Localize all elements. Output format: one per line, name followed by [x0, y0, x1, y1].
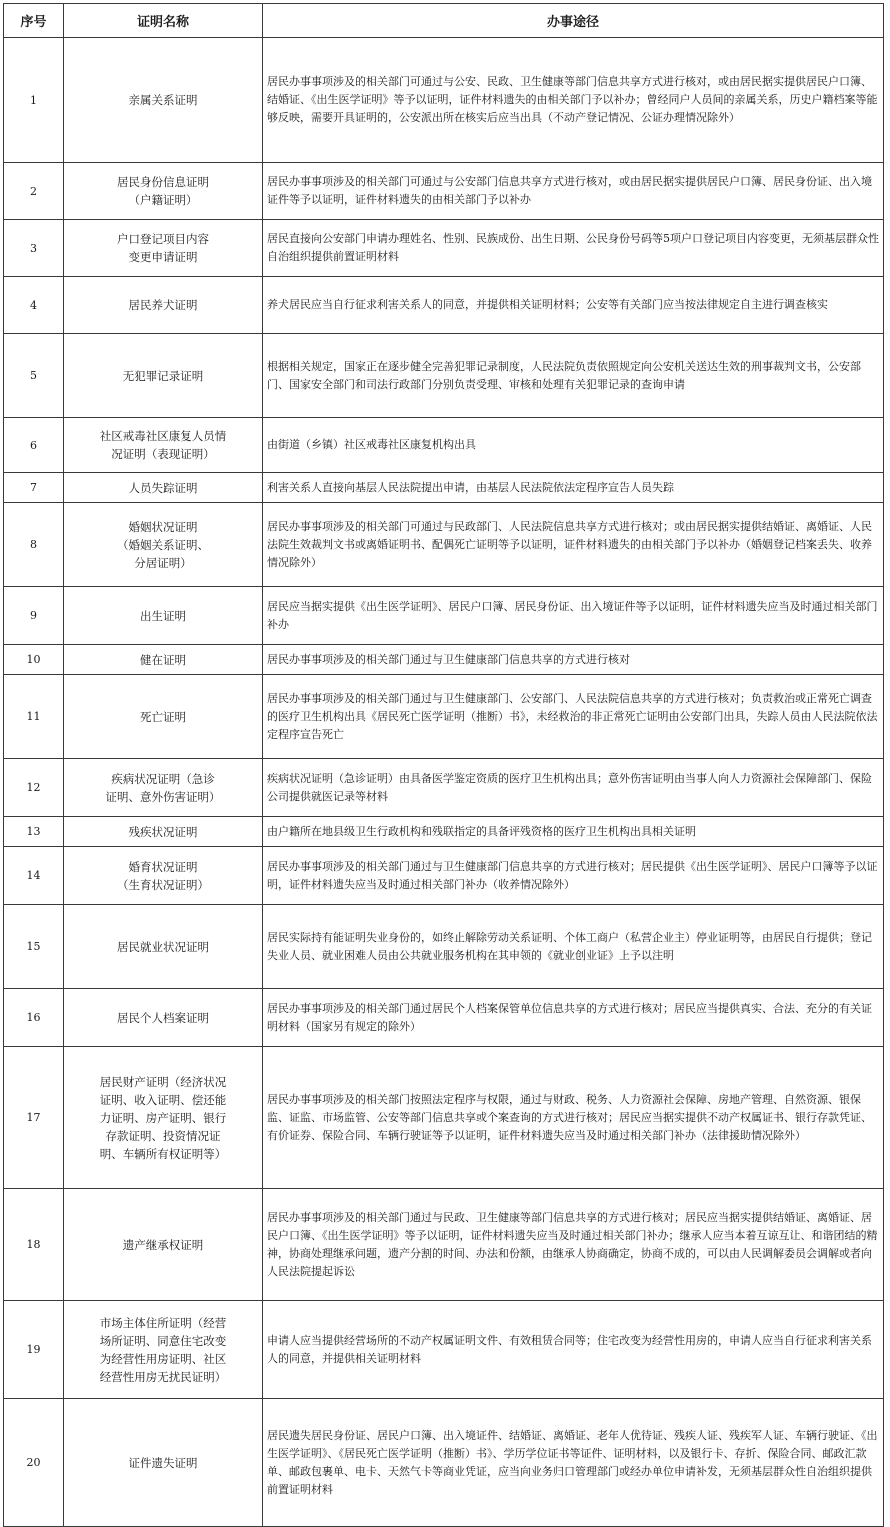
certificate-name-line: 残疾状况证明: [128, 824, 198, 839]
certificate-name-cell: [64, 1301, 263, 1399]
table-row: [4, 334, 884, 418]
certificate-name-line: 居民养犬证明: [128, 298, 198, 312]
table-row: [4, 989, 884, 1047]
table-row: [4, 587, 884, 645]
certificate-name-cell: [64, 38, 263, 163]
certificate-name-line: 健在证明: [140, 652, 186, 667]
certificate-name-line: 亲属关系证明: [128, 93, 198, 107]
certificate-name-cell: [64, 1047, 263, 1189]
certificate-name-line: 疾病状况证明（急诊: [111, 771, 215, 786]
handling-route-cell: 居民办事事项涉及的相关部门通过与卫生健康部门信息共享的方式进行核对: [263, 645, 884, 675]
header-handling-route: 办事途径: [263, 4, 884, 38]
handling-route-cell: 根据相关规定，国家正在逐步健全完善犯罪记录制度，人民法院负责依照规定向公安机关送达生效的刑事裁判文书，公安部门、国家安全部门和司法行政部门分别负责受理、审核和处理有关犯罪记录的查询申请: [263, 334, 884, 418]
handling-route-cell: 居民直接向公安部门申请办理姓名、性别、民族成份、出生日期、公民身份号码等5项户口登记项目内容变更，无须基层群众性自治组织提供前置证明材料: [263, 220, 884, 277]
certificate-name-line: 居民身份信息证明: [117, 175, 209, 189]
table-row: [4, 473, 884, 503]
certificate-name-line: 变更申请证明: [128, 250, 198, 264]
handling-route-cell: 由街道（乡镇）社区戒毒社区康复机构出具: [263, 418, 884, 473]
certificate-name-cell: [64, 503, 263, 587]
handling-route-cell: 居民办事事项涉及的相关部门通过与民政、卫生健康等部门信息共享的方式进行核对；居民应当据实提供结婚证、离婚证、居民户口簿、《出生医学证明》等予以证明，证件材料遗失应当及时通过相关部门补办；继承人应当本着互谅互让、和谐团结的精神，协商处理继承问题，遗产分割的时间、办法和份额，由继承人协商确定，协商不成的，可以由人民调解委员会调解或者向人民法院提起诉讼: [263, 1189, 884, 1301]
table-row: [4, 418, 884, 473]
certificate-name-line: 婚育状况证明: [128, 859, 198, 874]
certificate-name-cell: [64, 587, 263, 645]
table-row: [4, 817, 884, 847]
serial-number-cell: 1: [4, 38, 64, 163]
handling-route-cell: 由户籍所在地县级卫生行政机构和残联指定的具备评残资格的医疗卫生机构出具相关证明: [263, 817, 884, 847]
serial-number-cell: 5: [4, 334, 64, 418]
certificate-name-cell: [64, 847, 263, 905]
certificate-name-cell: [64, 1189, 263, 1301]
certificate-name-cell: [64, 277, 263, 334]
certificate-name-line: 居民就业状况证明: [117, 939, 209, 954]
serial-number-cell: 20: [4, 1399, 64, 1527]
handling-route-cell: 居民办事事项涉及的相关部门通过与卫生健康部门信息共享的方式进行核对；居民提供《出生医学证明》、居民户口簿等予以证明，证件材料遗失应当及时通过相关部门补办（收养情况除外）: [263, 847, 884, 905]
handling-route-cell: 申请人应当提供经营场所的不动产权属证明文件、有效租赁合同等；住宅改变为经营性用房的，申请人应当自行征求利害关系人的同意，并提供相关证明材料: [263, 1301, 884, 1399]
certificate-name-cell: [64, 220, 263, 277]
handling-route-cell: 养犬居民应当自行征求利害关系人的同意，并提供相关证明材料；公安等有关部门应当按法律规定自主进行调查核实: [263, 277, 884, 334]
table-row: [4, 163, 884, 220]
handling-route-cell: 居民实际持有能证明失业身份的，如终止解除劳动关系证明、个体工商户（私营企业主）停业证明等，由居民自行提供；登记失业人员、就业困难人员由公共就业服务机构在其申领的《就业创业证》上予以注明: [263, 905, 884, 989]
certificate-name-cell: [64, 675, 263, 759]
certificate-name-line: 证明、收入证明、偿还能: [99, 1092, 227, 1107]
certificate-name-line: 遗产继承权证明: [122, 1237, 204, 1252]
table-row: [4, 277, 884, 334]
table-row: [4, 503, 884, 587]
certificate-name-line: 力证明、房产证明、银行: [99, 1110, 227, 1125]
certificate-name-line: 证件遗失证明: [128, 1455, 198, 1470]
certificate-name-line: 婚姻状况证明: [128, 519, 198, 534]
certificate-name-cell: [64, 759, 263, 817]
serial-number-cell: 19: [4, 1301, 64, 1399]
certificate-name-line: （生育状况证明）: [117, 877, 209, 892]
serial-number-cell: 2: [4, 163, 64, 220]
certificate-name-line: 况证明（表现证明）: [111, 447, 215, 461]
handling-route-cell: 居民遗失居民身份证、居民户口簿、出入境证件、结婚证、离婚证、老年人优待证、残疾人证、残疾军人证、车辆行驶证、《出生医学证明》、《居民死亡医学证明（推断）书》、学历学位证书等证件、证明材料，以及银行卡、存折、保险合同、邮政汇款单、邮政包裹单、电卡、天然气卡等商业凭证，应当向业务归口管理部门或经办单位申请补发，无须基层群众性自治组织提供前置证明材料: [263, 1399, 884, 1527]
table-row: [4, 645, 884, 675]
certificate-name-cell: [64, 163, 263, 220]
handling-route-cell: 居民应当据实提供《出生医学证明》、居民户口簿、居民身份证、出入境证件等予以证明，证件材料遗失应当及时通过相关部门补办: [263, 587, 884, 645]
certificate-name-line: 存款证明、投资情况证: [105, 1128, 221, 1143]
certificate-name-line: 明、车辆所有权证明等）: [99, 1146, 227, 1161]
handling-route-cell: 居民办事事项涉及的相关部门通过与卫生健康部门、公安部门、人民法院信息共享的方式进行核对；负责救治或正常死亡调查的医疗卫生机构出具《居民死亡医学证明（推断）书》，未经救治的非正常死亡证明由公安部门出具，失踪人员由人民法院依法定程序宣告死亡: [263, 675, 884, 759]
certificate-name-line: 居民财产证明（经济状况: [99, 1074, 227, 1089]
certificate-name-line: 市场主体住所证明（经营: [99, 1315, 227, 1330]
serial-number-cell: 9: [4, 587, 64, 645]
certificate-name-line: 人员失踪证明: [128, 480, 198, 495]
certificate-name-line: 证明、意外伤害证明）: [105, 789, 221, 804]
serial-number-cell: 10: [4, 645, 64, 675]
table-row: [4, 847, 884, 905]
certificate-name-line: 出生证明: [140, 608, 186, 623]
header-certificate-name: 证明名称: [64, 4, 263, 38]
serial-number-cell: 4: [4, 277, 64, 334]
handling-route-cell: 居民办事事项涉及的相关部门可通过与公安、民政、卫生健康等部门信息共享方式进行核对，或由居民据实提供居民户口簿、结婚证、《出生医学证明》等予以证明，证件材料遗失的由相关部门予以补办；曾经同户人员间的亲属关系，历史户籍档案等能够反映，需要开具证明的，公安派出所在核实后应当出具（不动产登记情况、公证办理情况除外）: [263, 38, 884, 163]
certificate-name-cell: [64, 817, 263, 847]
certificate-table: [3, 3, 884, 1527]
table-row: [4, 220, 884, 277]
certificate-name-line: 为经营性用房证明、社区: [99, 1351, 227, 1366]
certificate-name-line: 场所证明、同意住宅改变: [99, 1333, 227, 1348]
table-row: [4, 1047, 884, 1189]
certificate-name-cell: [64, 1399, 263, 1527]
certificate-name-cell: [64, 905, 263, 989]
certificate-name-line: 经营性用房无扰民证明）: [99, 1369, 227, 1384]
table-row: [4, 1399, 884, 1527]
serial-number-cell: 17: [4, 1047, 64, 1189]
handling-route-cell: 利害关系人直接向基层人民法院提出申请，由基层人民法院依法定程序宣告人员失踪: [263, 473, 884, 503]
table-header-row: [4, 4, 884, 38]
certificate-name-cell: [64, 334, 263, 418]
table-row: [4, 759, 884, 817]
serial-number-cell: 13: [4, 817, 64, 847]
handling-route-cell: 居民办事事项涉及的相关部门通过居民个人档案保管单位信息共享的方式进行核对；居民应当提供真实、合法、充分的有关证明材料（国家另有规定的除外）: [263, 989, 884, 1047]
certificate-name-cell: [64, 473, 263, 503]
serial-number-cell: 6: [4, 418, 64, 473]
handling-route-cell: 居民办事事项涉及的相关部门可通过与民政部门、人民法院信息共享方式进行核对；或由居民据实提供结婚证、离婚证、人民法院生效裁判文书或离婚证明书、配偶死亡证明等予以证明，证件材料遗失的由相关部门予以补办（婚姻登记档案丢失、收养情况除外）: [263, 503, 884, 587]
table-row: [4, 1301, 884, 1399]
serial-number-cell: 8: [4, 503, 64, 587]
certificate-name-cell: [64, 989, 263, 1047]
table-row: [4, 675, 884, 759]
header-serial-number: 序号: [4, 4, 64, 38]
serial-number-cell: 16: [4, 989, 64, 1047]
certificate-name-line: 社区戒毒社区康复人员情: [99, 429, 227, 443]
certificate-name-cell: [64, 418, 263, 473]
table-row: [4, 38, 884, 163]
certificate-name-line: （户籍证明）: [128, 193, 198, 207]
table-row: [4, 1189, 884, 1301]
certificate-name-line: （婚姻关系证明、: [117, 537, 209, 552]
certificate-name-line: 户口登记项目内容: [117, 232, 209, 246]
handling-route-cell: 居民办事事项涉及的相关部门按照法定程序与权限，通过与财政、税务、人力资源社会保障、房地产管理、自然资源、银保监、证监、市场监管、公安等部门信息共享或个案查询的方式进行核对；居民应当据实提供不动产权属证书、银行存款凭证、有价证券、保险合同、车辆行驶证等予以证明，证件材料遗失应当及时通过相关部门补办（法律援助情况除外）: [263, 1047, 884, 1189]
serial-number-cell: 11: [4, 675, 64, 759]
serial-number-cell: 15: [4, 905, 64, 989]
serial-number-cell: 14: [4, 847, 64, 905]
certificate-name-line: 无犯罪记录证明: [122, 368, 204, 383]
table-row: [4, 905, 884, 989]
serial-number-cell: 3: [4, 220, 64, 277]
certificate-name-line: 分居证明）: [134, 555, 192, 570]
certificate-name-line: 死亡证明: [140, 709, 186, 724]
serial-number-cell: 12: [4, 759, 64, 817]
handling-route-cell: 居民办事事项涉及的相关部门可通过与公安部门信息共享方式进行核对，或由居民据实提供居民户口簿、居民身份证、出入境证件等予以证明，证件材料遗失的由相关部门予以补办: [263, 163, 884, 220]
certificate-name-line: 居民个人档案证明: [117, 1010, 209, 1025]
handling-route-cell: 疾病状况证明（急诊证明）由具备医学鉴定资质的医疗卫生机构出具；意外伤害证明由当事人向人力资源社会保障部门、保险公司提供就医记录等材料: [263, 759, 884, 817]
serial-number-cell: 18: [4, 1189, 64, 1301]
serial-number-cell: 7: [4, 473, 64, 503]
certificate-name-cell: [64, 645, 263, 675]
